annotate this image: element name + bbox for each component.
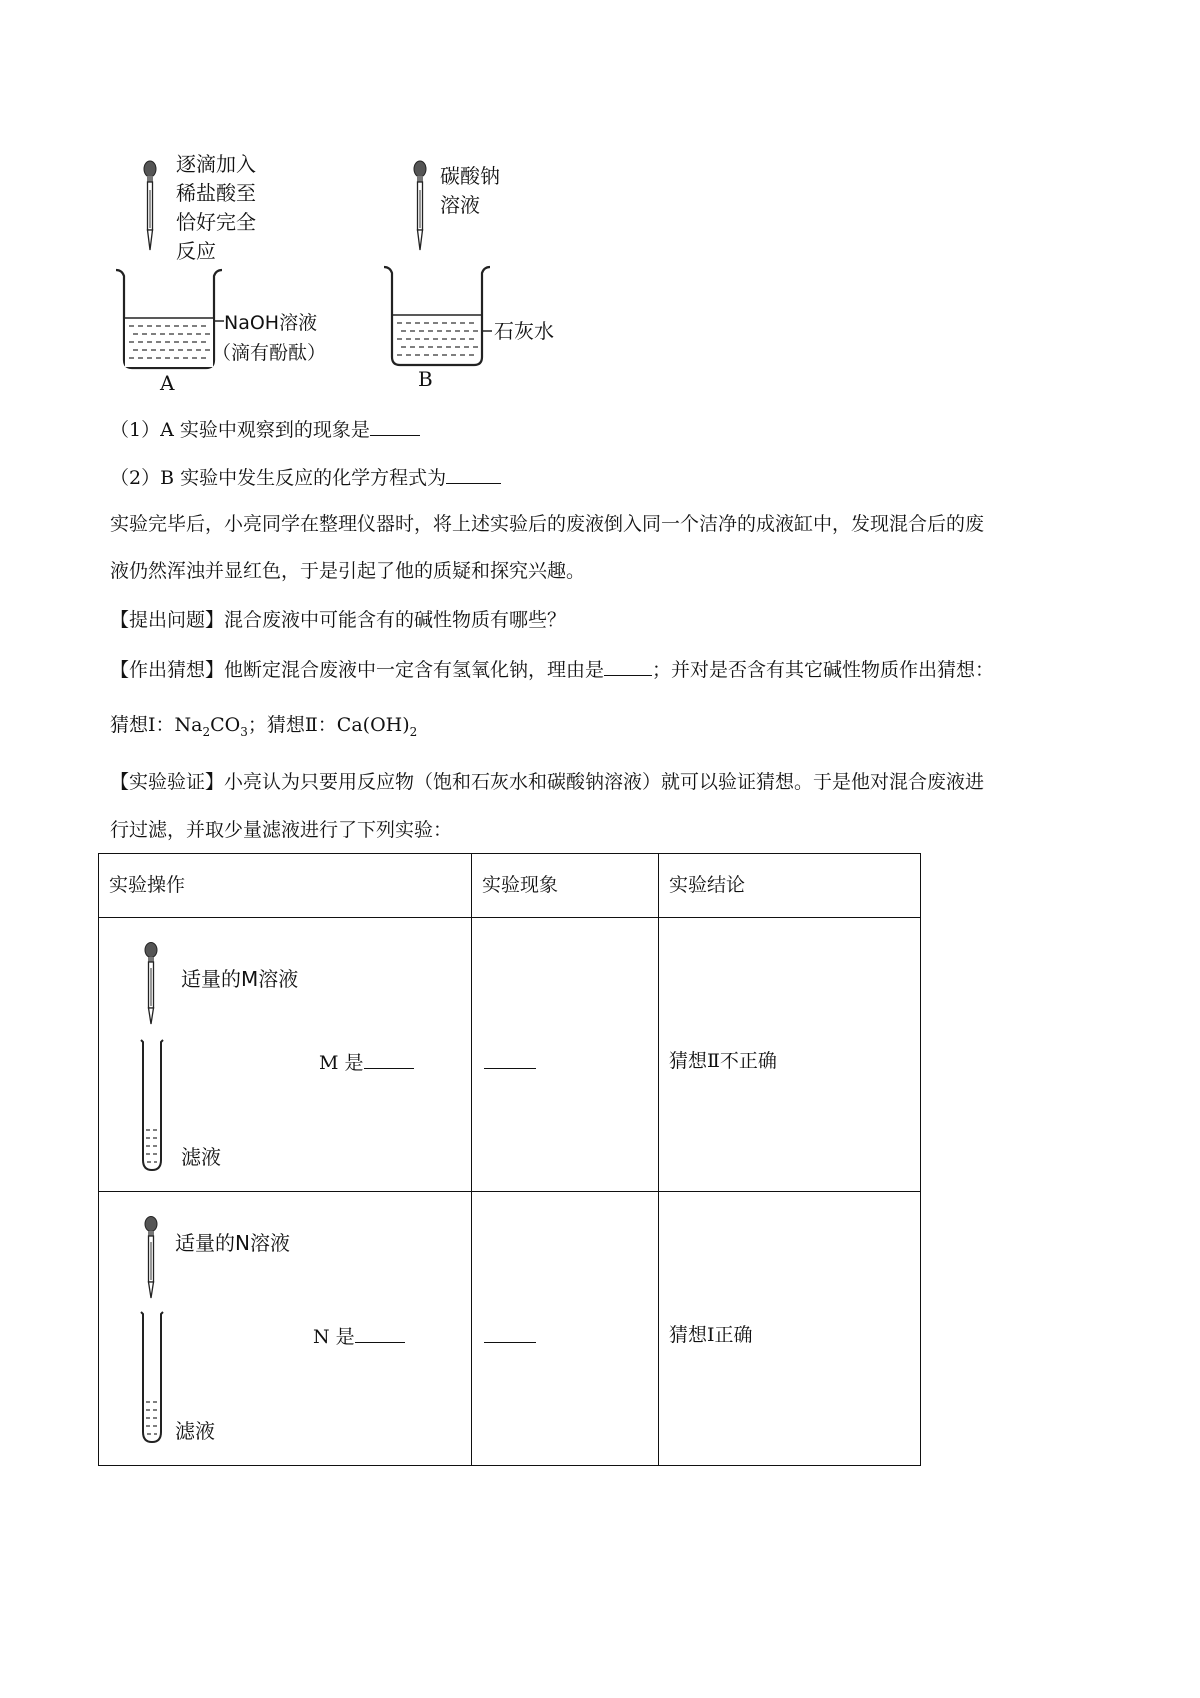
figure-b-caption: B (418, 367, 433, 391)
section-tag: 【实验验证】 (110, 771, 225, 793)
guess-hypotheses: 猜想Ⅰ：$Na_2CO_3$；猜想Ⅱ：$Ca(OH)_2$ (110, 714, 418, 739)
operation-cell (99, 1192, 472, 1466)
figure-a-caption: A (160, 371, 175, 395)
table-header-row (99, 854, 921, 918)
reagent-line: N 是 (313, 1322, 405, 1350)
paragraph-line-1: 实验完毕后，小亮同学在整理仪器时，将上述实验后的废液倒入同一个洁净的成液缸中，发现混合后的废 (110, 513, 985, 535)
answer-blank[interactable] (604, 655, 652, 676)
beaker-a-solution-label: NaOH溶液 （滴有酚酞） (212, 312, 327, 364)
filtrate-label: 滤液 (175, 1419, 215, 1443)
verify-line-2: 行过滤，并取少量滤液进行了下列实验： (110, 819, 453, 841)
paragraph-line-2: 液仍然浑浊并显红色，于是引起了他的质疑和探究兴趣。 (110, 560, 586, 582)
header-cell: 实验现象 (472, 854, 659, 918)
conclusion-cell: 猜想Ⅰ正确 (659, 1192, 921, 1466)
test-tube-icon (139, 1310, 165, 1446)
section-tag: 【提出问题】 (110, 609, 225, 631)
verify-line-1: 【实验验证】小亮认为只要用反应物（饱和石灰水和碳酸钠溶液）就可以验证猜想。于是他对混合废液进 (110, 771, 985, 793)
dropper-b-label: 碳酸钠 溶液 (440, 164, 500, 217)
beaker-b-solution-label: 石灰水 (494, 319, 554, 343)
dropper-a-icon (140, 160, 160, 255)
conclusion-cell: 猜想Ⅱ不正确 (659, 918, 921, 1192)
filtrate-label: 滤液 (181, 1145, 221, 1169)
table-row (99, 918, 921, 1192)
header-cell: 实验结论 (659, 854, 921, 918)
dropper-b-icon (410, 160, 430, 255)
phenomenon-cell (472, 1192, 659, 1466)
dropper-icon (141, 1216, 161, 1301)
section-tag: 【作出猜想】 (110, 659, 225, 681)
header-cell: 实验操作 (99, 854, 472, 918)
question-1: （1）A 实验中观察到的现象是 (110, 415, 420, 443)
guess-line: 【作出猜想】他断定混合废液中一定含有氢氧化钠，理由是 ；并对是否含有其它碱性物质作出猜想： (110, 655, 994, 683)
phenomenon-cell (472, 918, 659, 1192)
answer-blank[interactable] (364, 1048, 414, 1069)
beaker-a-icon (114, 268, 224, 373)
table-row (99, 1192, 921, 1466)
answer-blank[interactable] (484, 1322, 536, 1343)
ask-question: 【提出问题】混合废液中可能含有的碱性物质有哪些？ (110, 609, 567, 631)
dropper-a-label: 逐滴加入 稀盐酸至 恰好完全 反应 (176, 152, 256, 263)
test-tube-icon (139, 1038, 165, 1174)
dropper-icon (141, 942, 161, 1027)
answer-blank[interactable] (370, 415, 420, 436)
dropper-label: 适量的N溶液 (175, 1231, 290, 1255)
operation-cell (99, 918, 472, 1192)
reagent-line: M 是 (319, 1048, 414, 1076)
dropper-label: 适量的M溶液 (181, 967, 299, 991)
answer-blank[interactable] (355, 1322, 405, 1343)
answer-blank[interactable] (446, 463, 501, 484)
answer-blank[interactable] (484, 1048, 536, 1069)
beaker-b-icon (382, 265, 492, 370)
question-2: （2）B 实验中发生反应的化学方程式为 (110, 463, 501, 491)
experiment-table (98, 853, 921, 1466)
